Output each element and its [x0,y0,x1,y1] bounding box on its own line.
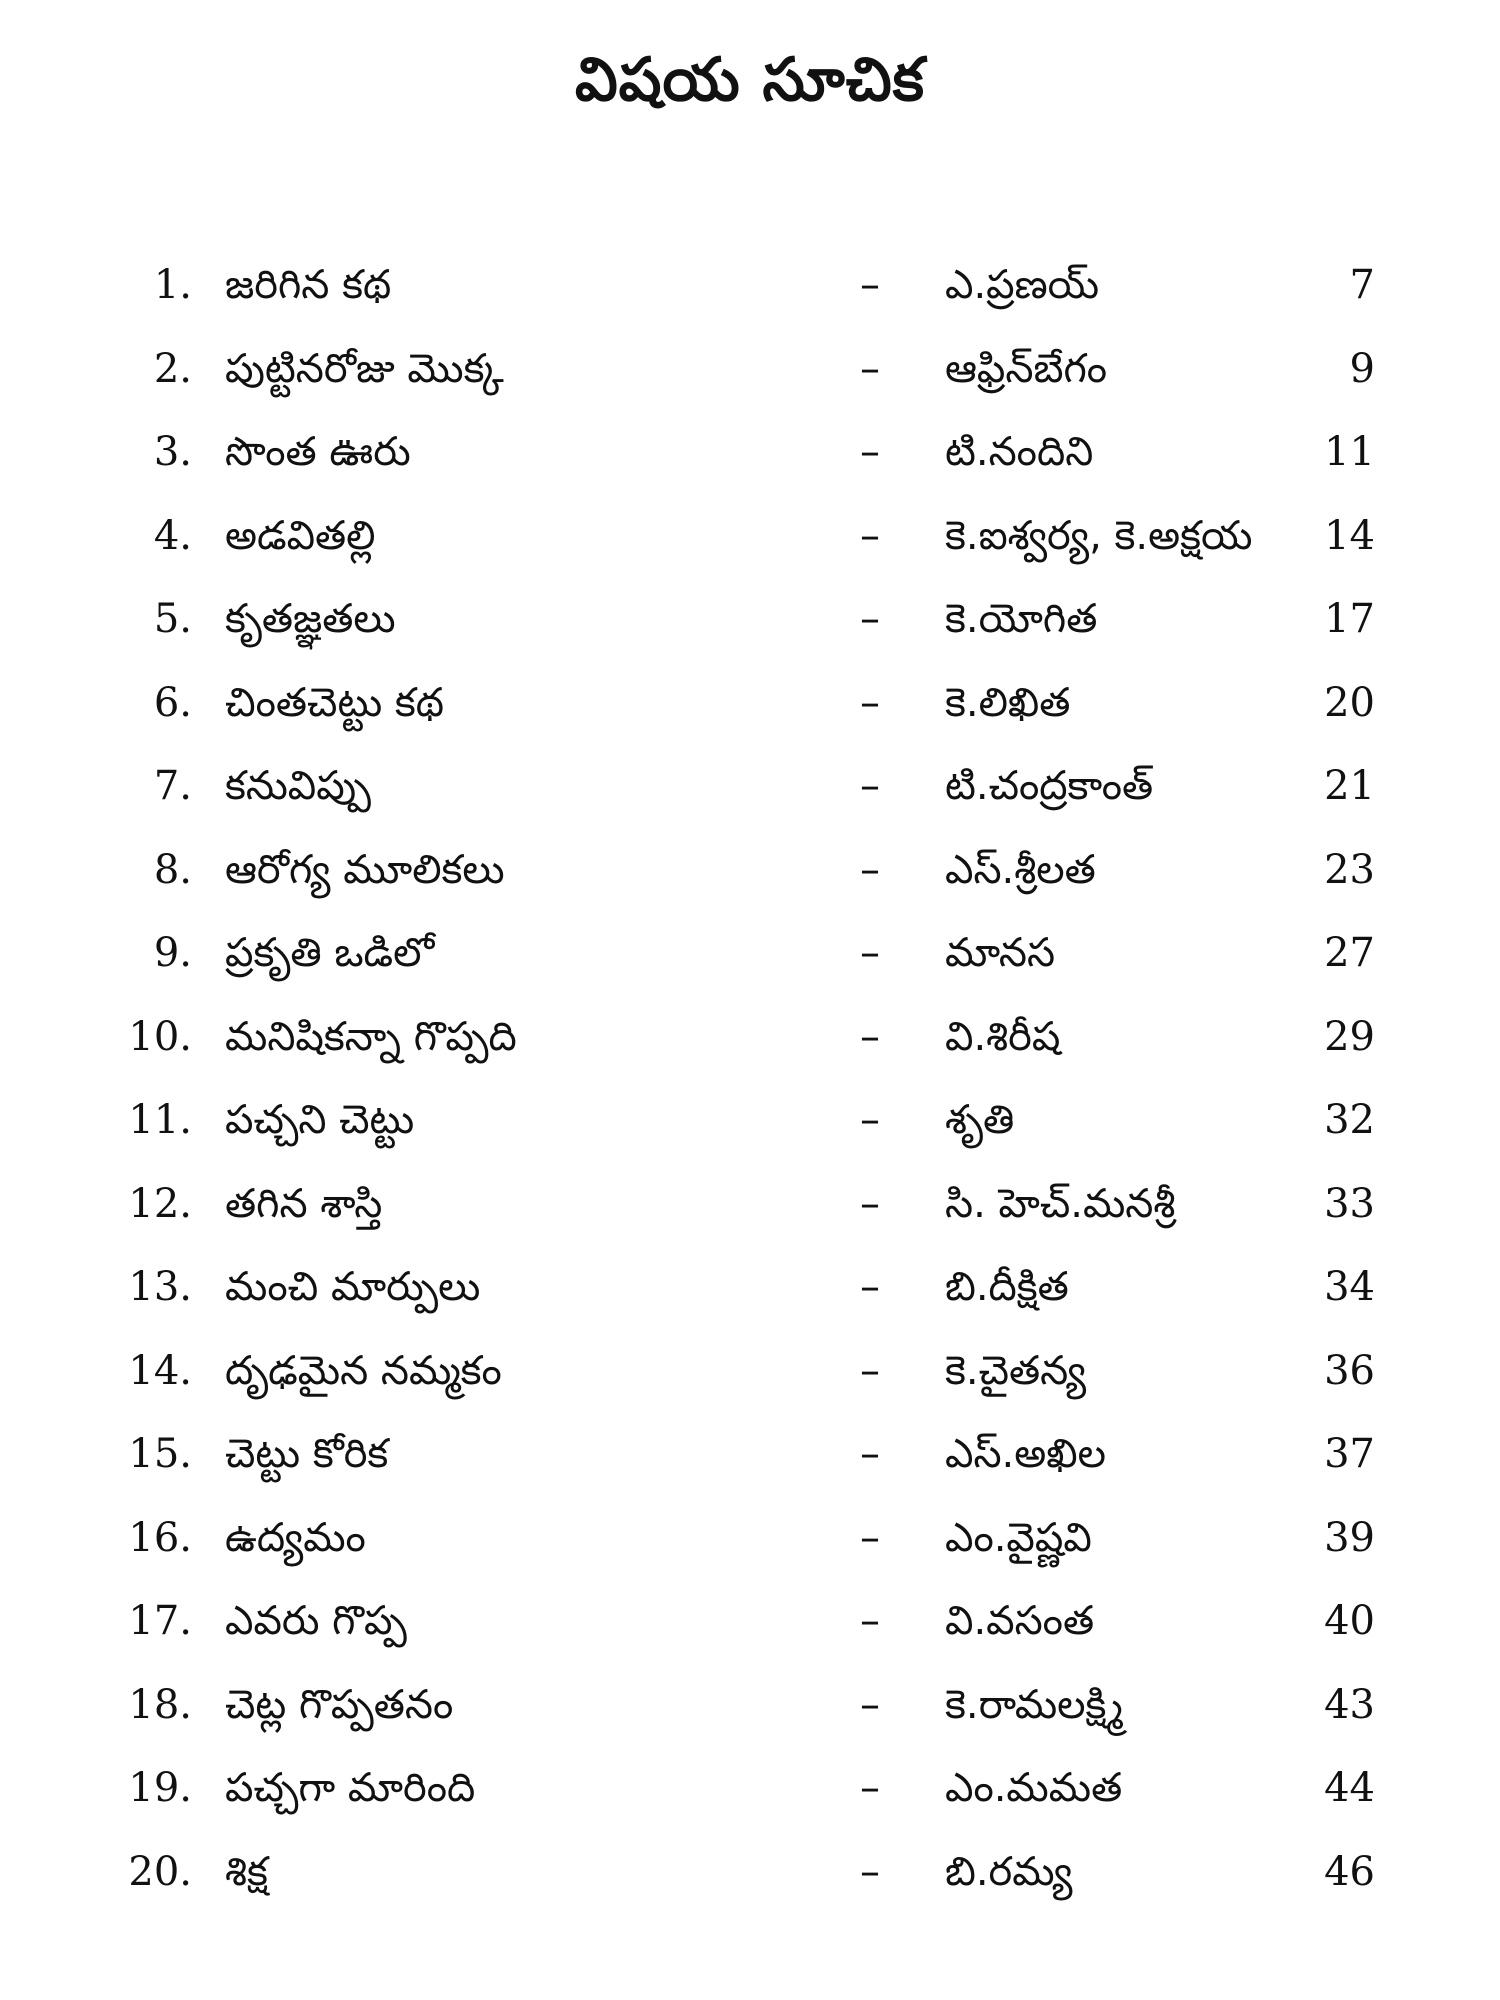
author-name: శృతి [945,1097,1015,1143]
author-name: ఎం.వైష్ణవి [945,1514,1092,1561]
story-title: చెట్టు కోరిక [225,1431,389,1477]
separator-dash: – [860,429,880,475]
author-name: టి.నందిని [945,429,1094,475]
entry-number: 18. [128,1681,192,1728]
page-number: 9 [1349,345,1375,392]
separator-dash: – [860,1514,880,1561]
entry-number: 9. [153,930,192,976]
author-name: వి.శిరీష [945,1013,1061,1060]
story-title: జరిగిన కథ [225,262,392,308]
separator-dash: – [860,1598,880,1644]
entry-number: 12. [128,1180,192,1227]
page-number: 11 [1324,429,1375,475]
entry-number: 19. [128,1765,192,1811]
toc-row [0,589,1500,673]
page-number: 40 [1324,1598,1375,1644]
story-title: పచ్చగా మారింది [225,1765,476,1811]
story-title: ఆరోగ్య మూలికలు [225,846,505,893]
page-number: 14 [1324,512,1375,559]
story-title: ప్రకృతి ఒడిలో [225,930,435,976]
story-title: మంచి మార్పులు [225,1264,481,1310]
story-title: కృతజ్ఞతలు [225,596,396,642]
story-title: సొంత ఊరు [225,429,411,475]
toc-row [0,840,1500,924]
toc-row [0,1174,1500,1258]
separator-dash: – [860,1681,880,1728]
story-title: దృఢమైన నమ్మకం [225,1347,502,1394]
story-title: శిక్ష [225,1848,268,1895]
separator-dash: – [860,930,880,976]
toc-row [0,1007,1500,1091]
separator-dash: – [860,1264,880,1310]
toc-row [0,923,1500,1007]
toc-row [0,1842,1500,1926]
author-name: ఆఫ్రిన్‌బేగం [945,345,1108,392]
page-number: 46 [1324,1848,1375,1895]
story-title: అడవితల్లి [225,512,376,559]
entry-number: 13. [128,1264,192,1310]
separator-dash: – [860,1848,880,1895]
page-number: 17 [1324,596,1375,642]
toc-row [0,1675,1500,1759]
entry-number: 2. [153,345,192,392]
separator-dash: – [860,262,880,308]
toc-row [0,756,1500,840]
page-number: 33 [1324,1180,1375,1227]
entry-number: 6. [153,679,192,726]
separator-dash: – [860,1013,880,1060]
story-title: మనిషికన్నా గొప్పది [225,1013,517,1060]
separator-dash: – [860,1097,880,1143]
author-name: ఎస్.శ్రీలత [945,846,1096,893]
separator-dash: – [860,679,880,726]
entry-number: 16. [128,1514,192,1561]
toc-row [0,1424,1500,1508]
separator-dash: – [860,512,880,559]
toc-row [0,1591,1500,1675]
author-name: బి.రమ్య [945,1848,1073,1895]
separator-dash: – [860,1347,880,1394]
toc-row [0,673,1500,757]
toc-row [0,1758,1500,1842]
author-name: కె.చైతన్య [945,1347,1087,1394]
entry-number: 3. [153,429,192,475]
toc-row [0,255,1500,339]
story-title: ఎవరు గొప్ప [225,1598,407,1644]
page-number: 27 [1324,930,1375,976]
entry-number: 20. [128,1848,192,1895]
toc-row [0,422,1500,506]
author-name: కె.యోగిత [945,596,1098,642]
entry-number: 11. [128,1097,192,1143]
page-number: 39 [1324,1514,1375,1561]
author-name: కె.రామలక్ష్మి [945,1681,1124,1728]
toc-row [0,1508,1500,1592]
separator-dash: – [860,846,880,893]
author-name: ఎస్.అఖిల [945,1431,1106,1477]
author-name: ఎం.మమత [945,1765,1123,1811]
story-title: పుట్టినరోజు మొక్క [225,345,504,392]
author-name: కె.లిఖిత [945,679,1071,726]
author-name: టి.చంద్రకాంత్ [945,763,1154,809]
author-name: బి.దీక్షిత [945,1264,1069,1310]
story-title: ఉద్యమం [225,1514,366,1561]
entry-number: 1. [153,262,192,308]
page-number: 37 [1324,1431,1375,1477]
separator-dash: – [860,1180,880,1227]
entry-number: 10. [128,1013,192,1060]
story-title: కనువిప్పు [225,763,372,809]
story-title: పచ్చని చెట్టు [225,1097,415,1143]
page-number: 34 [1324,1264,1375,1310]
story-title: చెట్ల గొప్పతనం [225,1681,454,1728]
separator-dash: – [860,345,880,392]
author-name: మానస [945,930,1056,976]
page-number: 43 [1324,1681,1375,1728]
story-title: చింతచెట్టు కథ [225,679,444,726]
page-number: 32 [1324,1097,1375,1143]
page-number: 23 [1324,846,1375,893]
author-name: ఎ.ప్రణయ్ [945,262,1100,308]
entry-number: 4. [153,512,192,559]
page-number: 7 [1349,262,1375,308]
page-number: 21 [1324,763,1375,809]
entry-number: 14. [128,1347,192,1394]
separator-dash: – [860,596,880,642]
page-number: 20 [1324,679,1375,726]
table-of-contents [0,255,1500,1925]
author-name: కె.ఐశ్వర్య, కె.అక్షయ [945,512,1253,559]
toc-row [0,506,1500,590]
toc-row [0,1257,1500,1341]
page-number: 44 [1324,1765,1375,1811]
author-name: సి. హెచ్.మనశ్రీ [945,1180,1176,1227]
entry-number: 8. [153,846,192,893]
separator-dash: – [860,763,880,809]
toc-row [0,1341,1500,1425]
page-number: 29 [1324,1013,1375,1060]
separator-dash: – [860,1765,880,1811]
page-title: విషయ సూచిక [575,45,925,115]
author-name: వి.వసంత [945,1598,1095,1644]
entry-number: 17. [128,1598,192,1644]
entry-number: 15. [128,1431,192,1477]
toc-row [0,1090,1500,1174]
entry-number: 5. [153,596,192,642]
entry-number: 7. [153,763,192,809]
toc-row [0,339,1500,423]
story-title: తగిన శాస్తి [225,1180,383,1227]
separator-dash: – [860,1431,880,1477]
page-number: 36 [1324,1347,1375,1394]
